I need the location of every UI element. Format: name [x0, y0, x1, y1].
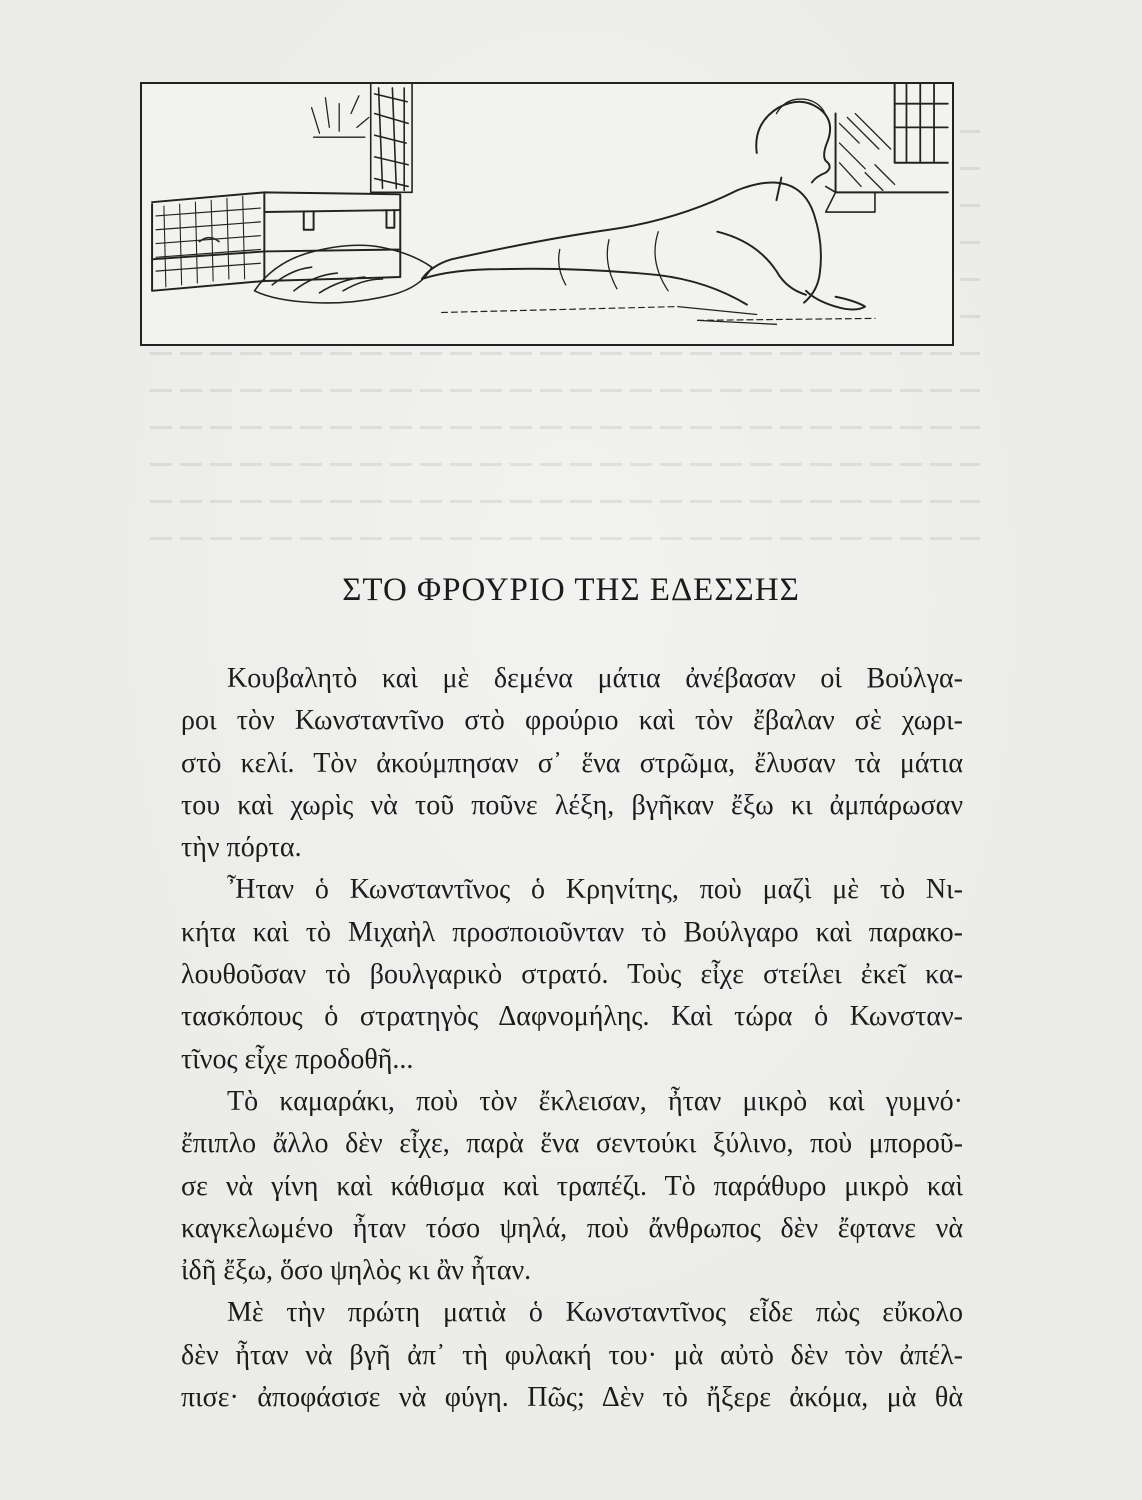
- text-line: Κουβαλητὸ καὶ μὲ δεμένα μάτια ἀνέβασαν οἱ Βούλγα-: [227, 663, 963, 694]
- text-line: ἔπιπλο ἄλλο δὲν εἶχε, παρὰ ἕνα σεντούκι ξύλινο, ποὺ μποροῦ-: [181, 1128, 963, 1160]
- prisoner-on-floor-in-cell-icon: [142, 84, 952, 344]
- text-line: Τὸ καμαράκι, ποὺ τὸν ἔκλεισαν, ἦταν μικρὸ καὶ γυμνό·: [227, 1085, 963, 1117]
- paragraph: [181, 1081, 963, 1292]
- text-line: ἰδῆ ἔξω, ὅσο ψηλὸς κι ἂν ἦταν.: [181, 1255, 532, 1287]
- text-line: ροι τὸν Κωνσταντῖνο στὸ φρούριο καὶ τὸν ἔβαλαν σὲ χωρι-: [181, 705, 963, 737]
- bedroll-icon: [255, 245, 432, 303]
- text-line: τασκόπους ὁ στρατηγὸς Δαφνομήλης. Καὶ τώρα ὁ Κωνσταν-: [181, 1001, 963, 1033]
- text-line: καγκελωμένο ἦταν τόσο ψηλά, ποὺ ἄνθρωπος δὲν ἔφτανε νὰ: [181, 1212, 963, 1244]
- text-line: τὴν πόρτα.: [181, 832, 302, 864]
- text-line: σε νὰ γίνη καὶ κάθισμα καὶ τραπέζι. Τὸ παράθυρο μικρὸ καὶ: [181, 1170, 963, 1202]
- chapter-body: [181, 658, 963, 1419]
- paragraph: [181, 658, 963, 869]
- chapter-illustration: [140, 82, 954, 346]
- text-line: Ἦταν ὁ Κωνσταντῖνος ὁ Κρηνίτης, ποὺ μαζὶ μὲ τὸ Νι-: [227, 874, 963, 906]
- paragraph: [181, 869, 963, 1080]
- text-line: δὲν ἦταν νὰ βγῆ ἀπ᾽ τὴ φυλακή του· μὰ αὐτὸ δὲν τὸν ἀπέλ-: [181, 1339, 963, 1371]
- text-line: λουθοῦσαν τὸ βουλγαρικὸ στρατό. Τοὺς εἶχε στείλει ἐκεῖ κα-: [181, 959, 963, 991]
- text-line: τῖνος εἶχε προδοθῆ...: [181, 1043, 414, 1075]
- text-line: του καὶ χωρὶς νὰ τοῦ ποῦνε λέξη, βγῆκαν ἔξω κι ἀμπάρωσαν: [181, 789, 963, 821]
- text-line: κήτα καὶ τὸ Μιχαὴλ προσποιοῦνταν τὸ Βούλγαρο καὶ παρακο-: [181, 916, 963, 948]
- text-line: Μὲ τὴν πρώτη ματιὰ ὁ Κωνσταντῖνος εἶδε πὼς εὔκολο: [227, 1297, 963, 1329]
- wooden-chest-icon: [152, 192, 400, 290]
- prisoner-figure: [422, 99, 865, 324]
- chapter-title: ΣΤΟ ΦΡΟΥΡΙΟ ΤΗΣ ΕΔΕΣΣΗΣ: [342, 572, 800, 608]
- wall-pillar: [312, 84, 412, 192]
- text-line: στὸ κελί. Τὸν ἀκούμπησαν σ᾽ ἕνα στρῶμα, ἔλυσαν τὰ μάτια: [181, 747, 963, 779]
- paragraph: [181, 1292, 963, 1419]
- barred-window-icon: [826, 84, 948, 212]
- text-line: πισε· ἀποφάσισε νὰ φύγη. Πῶς; Δὲν τὸ ἤξερε ἀκόμα, μὰ θὰ: [181, 1382, 963, 1414]
